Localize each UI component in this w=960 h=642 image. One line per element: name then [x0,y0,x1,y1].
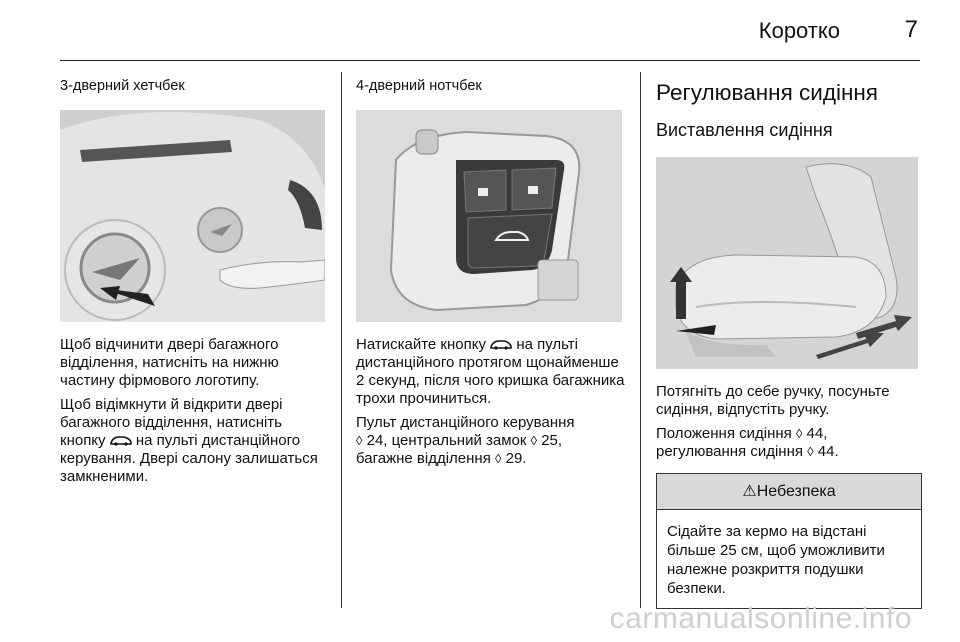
ref-arrow-icon: ◊ [530,433,538,448]
remote-key-illustration [356,110,622,322]
column-divider [640,72,641,608]
seat-illustration [656,157,918,369]
ref-arrow-icon: ◊ [495,451,502,466]
subtitle-notchback: 4-дверний нотчбек [356,78,482,94]
page-number: 7 [904,16,918,43]
text-notchback-press: Натискайте кнопку на пульті дистанційного протягом щонайменше 2 секунд, після чого кришка багажника трохи прочиниться. [356,336,625,407]
warning-icon: ⚠ [742,483,757,500]
column-divider [341,72,342,608]
text-hatchback-open: Щоб відчинити двері багажного відділення, натисніть на нижню частину фірмового логотипу. [60,336,279,389]
hatchback-illustration [60,110,325,322]
heading-seat-adjustment: Регулювання сидіння [656,80,878,105]
column-seat-adjust [656,72,922,609]
page-header [60,0,920,61]
warning-header [657,474,921,510]
text-seat-refs: Положення сидіння ◊ 44, регулювання сидіння ◊ 44. [656,425,839,460]
column-hatchback [60,72,325,492]
ref-arrow-icon: ◊ [807,444,814,459]
text-hatchback-unlock: Щоб відімкнути й відкрити двері багажного відділення, натисніть кнопку на пульті дистанційного керування. Двері салону залишаться замкненими. [60,396,318,485]
watermark: carmanualsonline.info [609,602,912,635]
ref-arrow-icon: ◊ [356,433,363,448]
car-boot-icon [490,338,512,350]
warning-body [657,510,921,608]
subheading-seat-position: Виставлення сидіння [656,120,833,140]
column-notchback [356,72,626,474]
warning-title: Небезпека [756,483,836,500]
text-seat-instructions: Потягніть до себе ручку, посуньте сидіння, відпустіть ручку. [656,383,890,418]
subtitle-hatchback: 3-дверний хетчбек [60,78,185,94]
section-title: Коротко [758,18,840,43]
car-boot-icon [110,434,132,446]
warning-box [656,473,922,609]
ref-arrow-icon: ◊ [795,426,803,441]
warning-text: Сідайте за кермо на відстані більше 25 см, щоб уможливити належне розкриття подушки безпеки. [667,523,885,597]
text-notchback-refs: Пульт дистанційного керування ◊ 24, центральний замок ◊ 25, багажне відділення ◊ 29. [356,414,575,467]
